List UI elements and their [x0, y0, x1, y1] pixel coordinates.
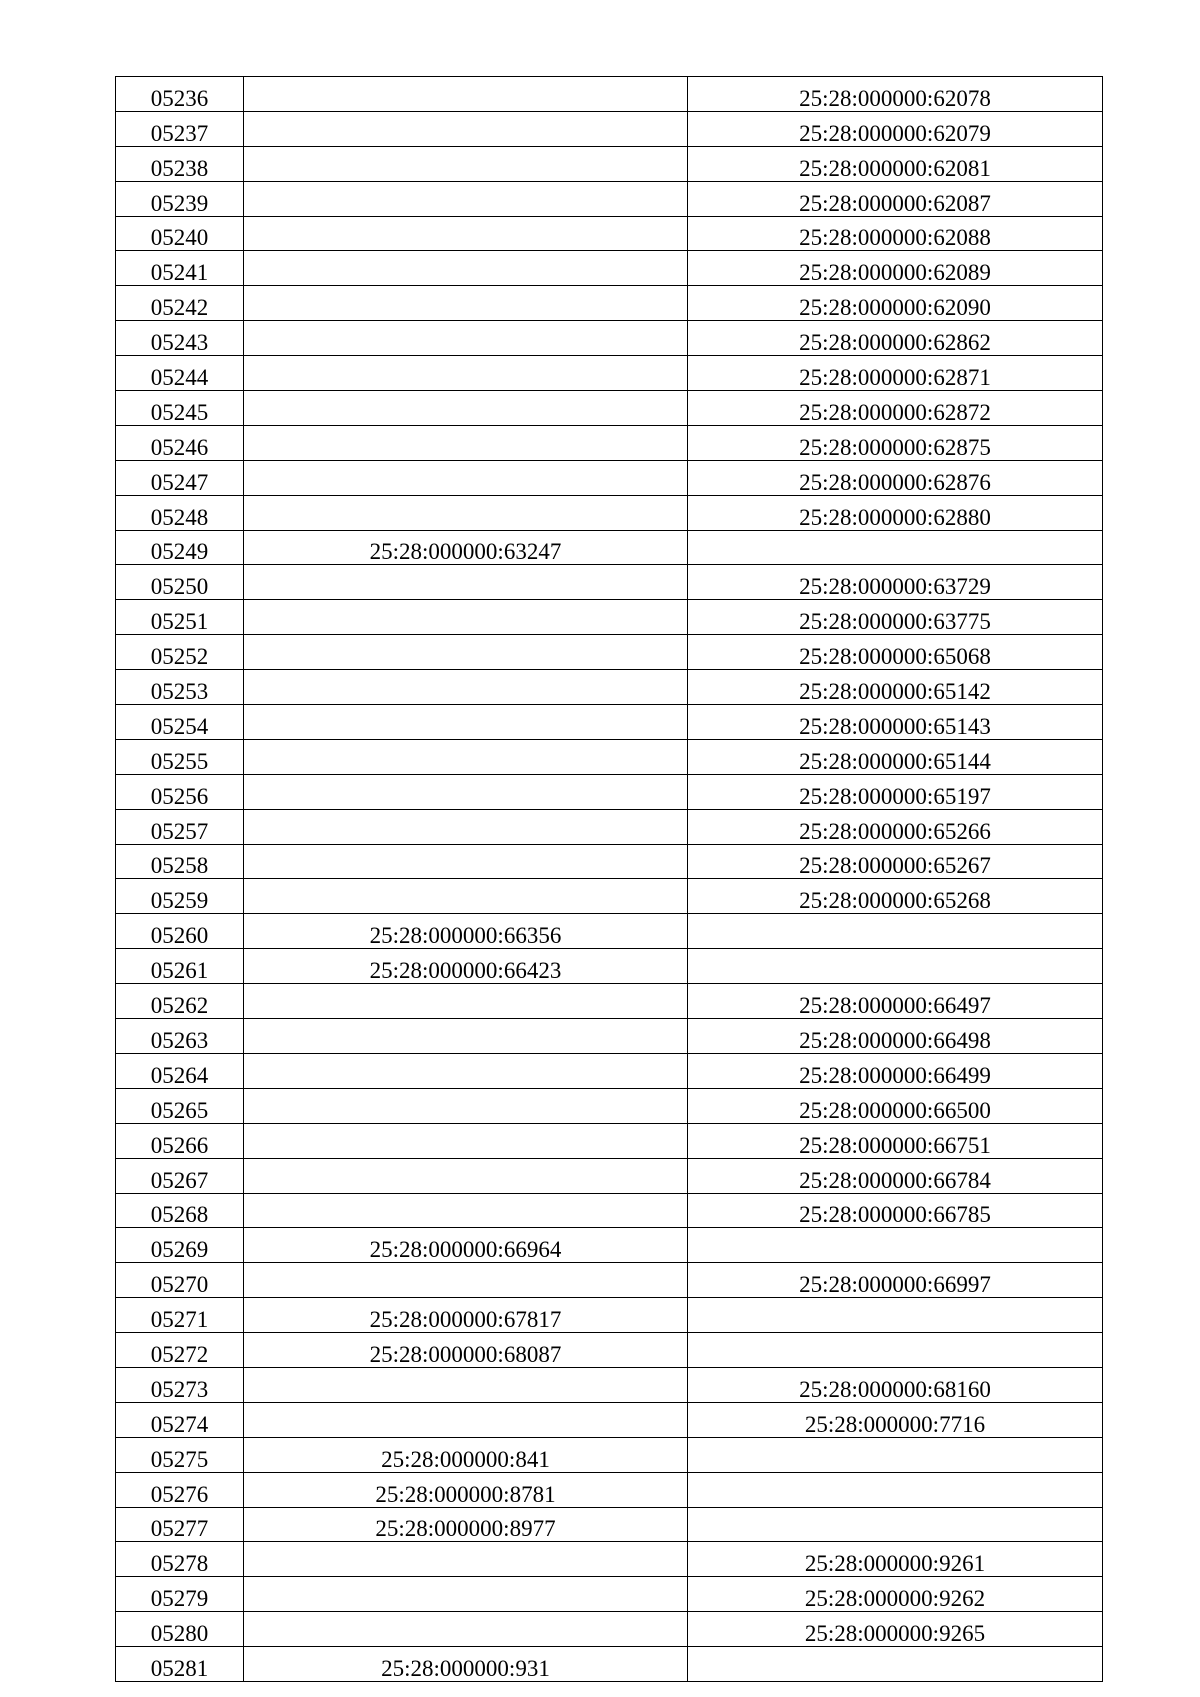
table-row [116, 670, 1103, 705]
cadastral-number-cell-left [244, 635, 688, 670]
table-row [116, 705, 1103, 740]
row-number-cell: 05240 [116, 216, 244, 251]
table-row [116, 425, 1103, 460]
cadastral-number-cell-left [244, 391, 688, 426]
row-number-cell: 05247 [116, 460, 244, 495]
cadastral-number-cell-right [688, 1507, 1103, 1542]
table-row [116, 949, 1103, 984]
cadastral-number-cell-left: 25:28:000000:66423 [244, 949, 688, 984]
cadastral-number-cell-left [244, 774, 688, 809]
table-row [116, 495, 1103, 530]
row-number-cell: 05279 [116, 1577, 244, 1612]
table-row [116, 1647, 1103, 1682]
row-number-cell: 05253 [116, 670, 244, 705]
cadastral-number-cell-right [688, 1647, 1103, 1682]
cadastral-table [115, 76, 1103, 1682]
table-row [116, 1507, 1103, 1542]
cadastral-number-cell-right: 25:28:000000:62078 [688, 77, 1103, 112]
cadastral-number-cell-right: 25:28:000000:66498 [688, 1019, 1103, 1054]
row-number-cell: 05250 [116, 565, 244, 600]
cadastral-number-cell-right: 25:28:000000:62087 [688, 181, 1103, 216]
cadastral-number-cell-right: 25:28:000000:65144 [688, 739, 1103, 774]
cadastral-number-cell-right: 25:28:000000:66751 [688, 1123, 1103, 1158]
table-row [116, 1437, 1103, 1472]
row-number-cell: 05262 [116, 984, 244, 1019]
cadastral-number-cell-left [244, 111, 688, 146]
row-number-cell: 05259 [116, 879, 244, 914]
table-row [116, 321, 1103, 356]
table-row [116, 1123, 1103, 1158]
table-row [116, 635, 1103, 670]
cadastral-number-cell-left [244, 251, 688, 286]
cadastral-number-cell-left: 25:28:000000:66356 [244, 914, 688, 949]
cadastral-number-cell-left [244, 600, 688, 635]
table-row [116, 1577, 1103, 1612]
row-number-cell: 05236 [116, 77, 244, 112]
table-row [116, 844, 1103, 879]
table-row [116, 739, 1103, 774]
row-number-cell: 05239 [116, 181, 244, 216]
row-number-cell: 05242 [116, 286, 244, 321]
cadastral-number-cell-left [244, 1193, 688, 1228]
cadastral-number-cell-left [244, 1577, 688, 1612]
cadastral-number-cell-left [244, 879, 688, 914]
cadastral-number-cell-left [244, 705, 688, 740]
row-number-cell: 05272 [116, 1333, 244, 1368]
cadastral-number-cell-right [688, 949, 1103, 984]
row-number-cell: 05249 [116, 530, 244, 565]
table-row [116, 600, 1103, 635]
cadastral-number-cell-right: 25:28:000000:66785 [688, 1193, 1103, 1228]
cadastral-number-cell-left [244, 181, 688, 216]
cadastral-number-cell-right: 25:28:000000:62876 [688, 460, 1103, 495]
row-number-cell: 05273 [116, 1367, 244, 1402]
table-row [116, 1019, 1103, 1054]
cadastral-number-cell-left [244, 739, 688, 774]
row-number-cell: 05261 [116, 949, 244, 984]
cadastral-number-cell-right [688, 530, 1103, 565]
row-number-cell: 05254 [116, 705, 244, 740]
cadastral-number-cell-left: 25:28:000000:841 [244, 1437, 688, 1472]
table-row [116, 774, 1103, 809]
cadastral-number-cell-left [244, 1158, 688, 1193]
cadastral-number-cell-right: 25:28:000000:62081 [688, 146, 1103, 181]
table-row [116, 181, 1103, 216]
cadastral-number-cell-right: 25:28:000000:66500 [688, 1088, 1103, 1123]
row-number-cell: 05276 [116, 1472, 244, 1507]
row-number-cell: 05275 [116, 1437, 244, 1472]
table-row [116, 565, 1103, 600]
cadastral-number-cell-right [688, 914, 1103, 949]
row-number-cell: 05264 [116, 1053, 244, 1088]
cadastral-number-cell-right: 25:28:000000:62880 [688, 495, 1103, 530]
cadastral-number-cell-right: 25:28:000000:62079 [688, 111, 1103, 146]
cadastral-number-cell-right [688, 1437, 1103, 1472]
table-row [116, 1228, 1103, 1263]
cadastral-number-cell-right: 25:28:000000:65197 [688, 774, 1103, 809]
cadastral-number-cell-left [244, 565, 688, 600]
cadastral-number-cell-right [688, 1298, 1103, 1333]
cadastral-number-cell-left: 25:28:000000:68087 [244, 1333, 688, 1368]
table-row [116, 1542, 1103, 1577]
cadastral-number-cell-right: 25:28:000000:65143 [688, 705, 1103, 740]
cadastral-number-cell-left: 25:28:000000:66964 [244, 1228, 688, 1263]
cadastral-number-cell-left: 25:28:000000:931 [244, 1647, 688, 1682]
cadastral-number-cell-right: 25:28:000000:62088 [688, 216, 1103, 251]
cadastral-number-cell-right: 25:28:000000:65068 [688, 635, 1103, 670]
table-row [116, 809, 1103, 844]
cadastral-number-cell-left [244, 77, 688, 112]
cadastral-number-cell-right: 25:28:000000:66784 [688, 1158, 1103, 1193]
row-number-cell: 05244 [116, 356, 244, 391]
table-row [116, 1298, 1103, 1333]
row-number-cell: 05281 [116, 1647, 244, 1682]
cadastral-number-cell-left [244, 425, 688, 460]
cadastral-number-cell-left [244, 1019, 688, 1054]
table-row [116, 1402, 1103, 1437]
cadastral-number-cell-right [688, 1228, 1103, 1263]
table-row [116, 77, 1103, 112]
cadastral-number-cell-left [244, 1612, 688, 1647]
row-number-cell: 05268 [116, 1193, 244, 1228]
cadastral-number-cell-left: 25:28:000000:8781 [244, 1472, 688, 1507]
cadastral-number-cell-right: 25:28:000000:65267 [688, 844, 1103, 879]
row-number-cell: 05269 [116, 1228, 244, 1263]
cadastral-number-cell-left [244, 1263, 688, 1298]
row-number-cell: 05255 [116, 739, 244, 774]
cadastral-number-cell-right: 25:28:000000:62862 [688, 321, 1103, 356]
row-number-cell: 05271 [116, 1298, 244, 1333]
row-number-cell: 05246 [116, 425, 244, 460]
cadastral-number-cell-right: 25:28:000000:66997 [688, 1263, 1103, 1298]
cadastral-number-cell-right: 25:28:000000:66497 [688, 984, 1103, 1019]
row-number-cell: 05266 [116, 1123, 244, 1158]
cadastral-number-cell-right: 25:28:000000:62875 [688, 425, 1103, 460]
cadastral-number-cell-right: 25:28:000000:9262 [688, 1577, 1103, 1612]
row-number-cell: 05267 [116, 1158, 244, 1193]
row-number-cell: 05270 [116, 1263, 244, 1298]
table-row [116, 1158, 1103, 1193]
table-row [116, 1088, 1103, 1123]
row-number-cell: 05258 [116, 844, 244, 879]
cadastral-number-cell-left: 25:28:000000:67817 [244, 1298, 688, 1333]
cadastral-number-cell-left [244, 1053, 688, 1088]
row-number-cell: 05257 [116, 809, 244, 844]
cadastral-number-cell-right: 25:28:000000:68160 [688, 1367, 1103, 1402]
cadastral-number-cell-right: 25:28:000000:66499 [688, 1053, 1103, 1088]
cadastral-number-cell-left [244, 356, 688, 391]
cadastral-number-cell-right [688, 1333, 1103, 1368]
cadastral-number-cell-left [244, 460, 688, 495]
row-number-cell: 05243 [116, 321, 244, 356]
row-number-cell: 05245 [116, 391, 244, 426]
cadastral-number-cell-left: 25:28:000000:8977 [244, 1507, 688, 1542]
table-row [116, 1193, 1103, 1228]
table-row [116, 146, 1103, 181]
row-number-cell: 05260 [116, 914, 244, 949]
table-row [116, 914, 1103, 949]
cadastral-number-cell-left [244, 286, 688, 321]
cadastral-number-cell-left: 25:28:000000:63247 [244, 530, 688, 565]
table-row [116, 1263, 1103, 1298]
table-row [116, 251, 1103, 286]
row-number-cell: 05265 [116, 1088, 244, 1123]
cadastral-number-cell-right: 25:28:000000:62871 [688, 356, 1103, 391]
cadastral-number-cell-right: 25:28:000000:65142 [688, 670, 1103, 705]
cadastral-number-cell-left [244, 1367, 688, 1402]
table-row [116, 111, 1103, 146]
cadastral-number-cell-left [244, 1402, 688, 1437]
table-body [116, 77, 1103, 1682]
cadastral-number-cell-left [244, 844, 688, 879]
row-number-cell: 05280 [116, 1612, 244, 1647]
cadastral-number-cell-left [244, 1542, 688, 1577]
table-row [116, 1053, 1103, 1088]
cadastral-number-cell-right: 25:28:000000:63775 [688, 600, 1103, 635]
cadastral-number-cell-left [244, 1088, 688, 1123]
cadastral-number-cell-left [244, 495, 688, 530]
row-number-cell: 05251 [116, 600, 244, 635]
cadastral-number-cell-left [244, 670, 688, 705]
cadastral-number-cell-right: 25:28:000000:7716 [688, 1402, 1103, 1437]
row-number-cell: 05274 [116, 1402, 244, 1437]
row-number-cell: 05248 [116, 495, 244, 530]
cadastral-number-cell-right: 25:28:000000:63729 [688, 565, 1103, 600]
row-number-cell: 05238 [116, 146, 244, 181]
table-row [116, 356, 1103, 391]
row-number-cell: 05241 [116, 251, 244, 286]
row-number-cell: 05278 [116, 1542, 244, 1577]
cadastral-number-cell-right: 25:28:000000:9261 [688, 1542, 1103, 1577]
table-row [116, 216, 1103, 251]
table-row [116, 1472, 1103, 1507]
table-row [116, 879, 1103, 914]
table-row [116, 286, 1103, 321]
table-row [116, 1367, 1103, 1402]
cadastral-number-cell-right: 25:28:000000:65266 [688, 809, 1103, 844]
cadastral-number-cell-left [244, 984, 688, 1019]
table-row [116, 984, 1103, 1019]
row-number-cell: 05263 [116, 1019, 244, 1054]
table-row [116, 530, 1103, 565]
cadastral-number-cell-right: 25:28:000000:9265 [688, 1612, 1103, 1647]
table-row [116, 391, 1103, 426]
cadastral-number-cell-left [244, 216, 688, 251]
cadastral-number-cell-right: 25:28:000000:62872 [688, 391, 1103, 426]
row-number-cell: 05252 [116, 635, 244, 670]
cadastral-number-cell-left [244, 146, 688, 181]
cadastral-number-cell-right: 25:28:000000:65268 [688, 879, 1103, 914]
cadastral-number-cell-right: 25:28:000000:62089 [688, 251, 1103, 286]
cadastral-number-cell-right [688, 1472, 1103, 1507]
row-number-cell: 05256 [116, 774, 244, 809]
cadastral-number-cell-left [244, 809, 688, 844]
table-row [116, 1333, 1103, 1368]
row-number-cell: 05277 [116, 1507, 244, 1542]
table-row [116, 1612, 1103, 1647]
row-number-cell: 05237 [116, 111, 244, 146]
cadastral-number-cell-left [244, 1123, 688, 1158]
table-row [116, 460, 1103, 495]
cadastral-number-cell-left [244, 321, 688, 356]
cadastral-number-cell-right: 25:28:000000:62090 [688, 286, 1103, 321]
